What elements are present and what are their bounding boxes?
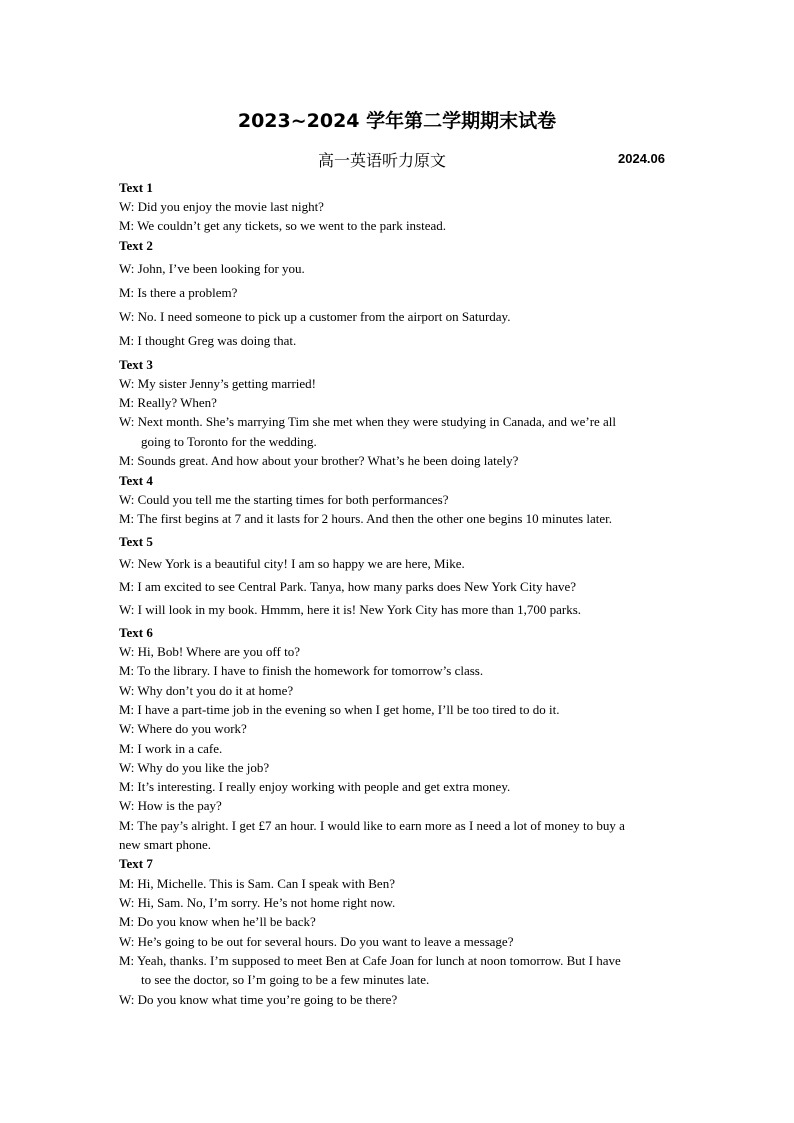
dialogue-line: W: Why don’t you do it at home? xyxy=(119,683,294,698)
dialogue-line: M: We couldn’t get any tickets, so we went to the park instead. xyxy=(119,218,447,233)
dialogue-line: M: It’s interesting. I really enjoy working with people and get extra money. xyxy=(119,779,511,794)
dialogue-line: W: Could you tell me the starting times for both performances? xyxy=(119,492,449,507)
dialogue-line: W: Why do you like the job? xyxy=(119,760,270,775)
dialogue-line: M: I have a part-time job in the evening so when I get home, I’ll be too tired to do it. xyxy=(119,702,560,717)
dialogue-line: W: He’s going to be out for several hours. Do you want to leave a message? xyxy=(119,934,514,949)
section-heading: Text 2 xyxy=(119,238,153,253)
dialogue-line: M: Sounds great. And how about your brother? What’s he been doing lately? xyxy=(119,453,519,468)
dialogue-line: M: The first begins at 7 and it lasts for 2 hours. And then the other one begins 10 minutes later. xyxy=(119,511,612,526)
dialogue-line: W: My sister Jenny’s getting married! xyxy=(119,376,317,391)
dialogue-line: W: Hi, Sam. No, I’m sorry. He’s not home right now. xyxy=(119,895,396,910)
section-heading: Text 7 xyxy=(119,856,153,871)
dialogue-line: M: Yeah, thanks. I’m supposed to meet Ben at Cafe Joan for lunch at noon tomorrow. But I have xyxy=(119,953,621,968)
dialogue-line: W: John, I’ve been looking for you. xyxy=(119,261,305,276)
section-heading: Text 1 xyxy=(119,180,153,195)
dialogue-line: W: New York is a beautiful city! I am so happy we are here, Mike. xyxy=(119,556,465,571)
dialogue-line: W: How is the pay? xyxy=(119,798,222,813)
dialogue-line: M: To the library. I have to finish the homework for tomorrow’s class. xyxy=(119,663,484,678)
dialogue-line: W: Hi, Bob! Where are you off to? xyxy=(119,644,300,659)
dialogue-line: W: Where do you work? xyxy=(119,721,247,736)
section-heading: Text 5 xyxy=(119,534,153,549)
dialogue-line: M: I work in a cafe. xyxy=(119,741,223,756)
dialogue-line: W: Do you know what time you’re going to be there? xyxy=(119,992,398,1007)
section-heading: Text 3 xyxy=(119,357,153,372)
dialogue-line: M: The pay’s alright. I get £7 an hour. I would like to earn more as I need a lot of money to buy a xyxy=(119,818,625,833)
section-heading: Text 4 xyxy=(119,473,153,488)
section-heading: Text 6 xyxy=(119,625,153,640)
dialogue-line: M: I thought Greg was doing that. xyxy=(119,333,297,348)
dialogue-line: M: Is there a problem? xyxy=(119,285,238,300)
dialogue-line: W: Did you enjoy the movie last night? xyxy=(119,199,324,214)
dialogue-line-continued: new smart phone. xyxy=(119,837,212,852)
document-title: 2023~2024 学年第二学期期末试卷 xyxy=(237,110,557,132)
dialogue-line-continued: to see the doctor, so I’m going to be a few minutes late. xyxy=(141,972,430,987)
document-subtitle: 高一英语听力原文 xyxy=(318,151,447,170)
document-date: 2024.06 xyxy=(618,151,665,166)
dialogue-line: W: I will look in my book. Hmmm, here it is! New York City has more than 1,700 parks. xyxy=(119,602,582,617)
dialogue-line: W: No. I need someone to pick up a customer from the airport on Saturday. xyxy=(119,309,511,324)
dialogue-line: M: Hi, Michelle. This is Sam. Can I speak with Ben? xyxy=(119,876,395,891)
dialogue-line: M: I am excited to see Central Park. Tanya, how many parks does New York City have? xyxy=(119,579,576,594)
dialogue-line-continued: going to Toronto for the wedding. xyxy=(141,434,317,449)
dialogue-line: M: Really? When? xyxy=(119,395,217,410)
dialogue-line: M: Do you know when he’ll be back? xyxy=(119,914,316,929)
dialogue-line: W: Next month. She’s marrying Tim she met when they were studying in Canada, and we’re all xyxy=(119,414,617,429)
